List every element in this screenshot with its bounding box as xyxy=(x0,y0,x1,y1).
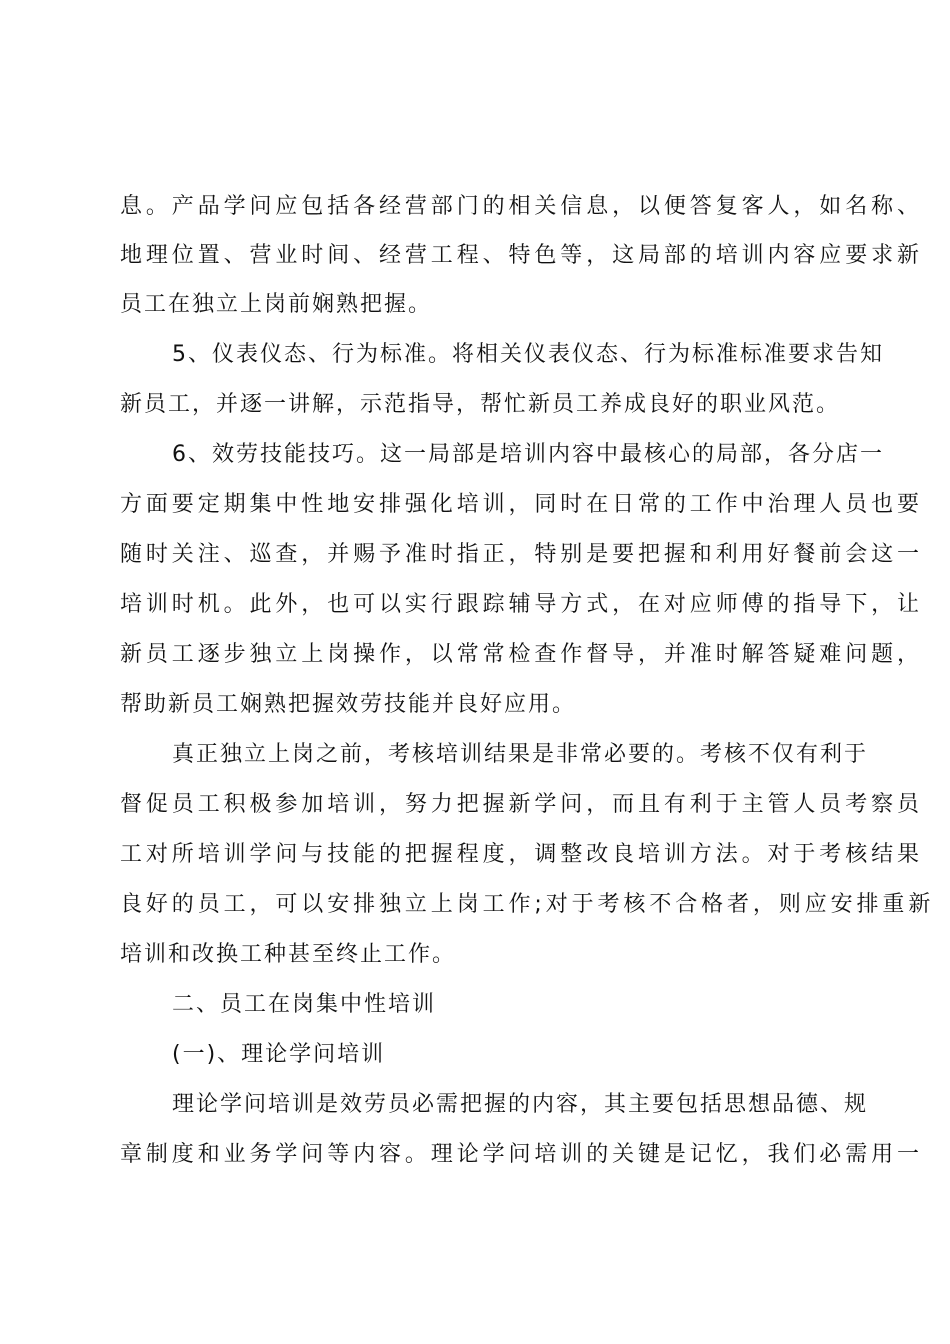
subsection-heading: (一)、理论学问培训 xyxy=(172,1042,386,1067)
text-line: 理论学问培训是效劳员必需把握的内容，其主要包括思想品德、规 xyxy=(172,1092,869,1117)
text-line: 随时关注、巡查，并赐予准时指正，特别是要把握和利用好餐前会这一 xyxy=(120,542,923,567)
text-line: 5、仪表仪态、行为标准。将相关仪表仪态、行为标准标准要求告知 xyxy=(172,342,884,367)
text-line: 良好的员工，可以安排独立上岗工作;对于考核不合格者，则应安排重新 xyxy=(120,892,935,917)
section-heading: 二、员工在岗集中性培训 xyxy=(172,992,437,1017)
text-line: 督促员工积极参加培训，努力把握新学问，而且有利于主管人员考察员 xyxy=(120,792,923,817)
text-line: 新员工，并逐一讲解，示范指导，帮忙新员工养成良好的职业风范。 xyxy=(120,392,841,417)
text-line: 工对所培训学问与技能的把握程度，调整改良培训方法。对于考核结果 xyxy=(120,842,923,867)
text-line: 6、效劳技能技巧。这一局部是培训内容中最核心的局部，各分店一 xyxy=(172,442,884,467)
text-line: 地理位置、营业时间、经营工程、特色等，这局部的培训内容应要求新 xyxy=(120,243,923,268)
text-line: 培训和改换工种甚至终止工作。 xyxy=(120,942,457,967)
text-line: 方面要定期集中性地安排强化培训，同时在日常的工作中治理人员也要 xyxy=(120,492,923,517)
text-line: 息。产品学问应包括各经营部门的相关信息，以便答复客人，如名称、 xyxy=(120,194,923,219)
text-line: 真正独立上岗之前，考核培训结果是非常必要的。考核不仅有利于 xyxy=(172,742,869,767)
text-line: 章制度和业务学问等内容。理论学问培训的关键是记忆，我们必需用一 xyxy=(120,1142,923,1167)
text-line: 新员工逐步独立上岗操作，以常常检查作督导，并准时解答疑难问题， xyxy=(120,642,923,667)
text-line: 员工在独立上岗前娴熟把握。 xyxy=(120,292,433,317)
text-line: 帮助新员工娴熟把握效劳技能并良好应用。 xyxy=(120,692,577,717)
text-line: 培训时机。此外，也可以实行跟踪辅导方式，在对应师傅的指导下，让 xyxy=(120,592,923,617)
